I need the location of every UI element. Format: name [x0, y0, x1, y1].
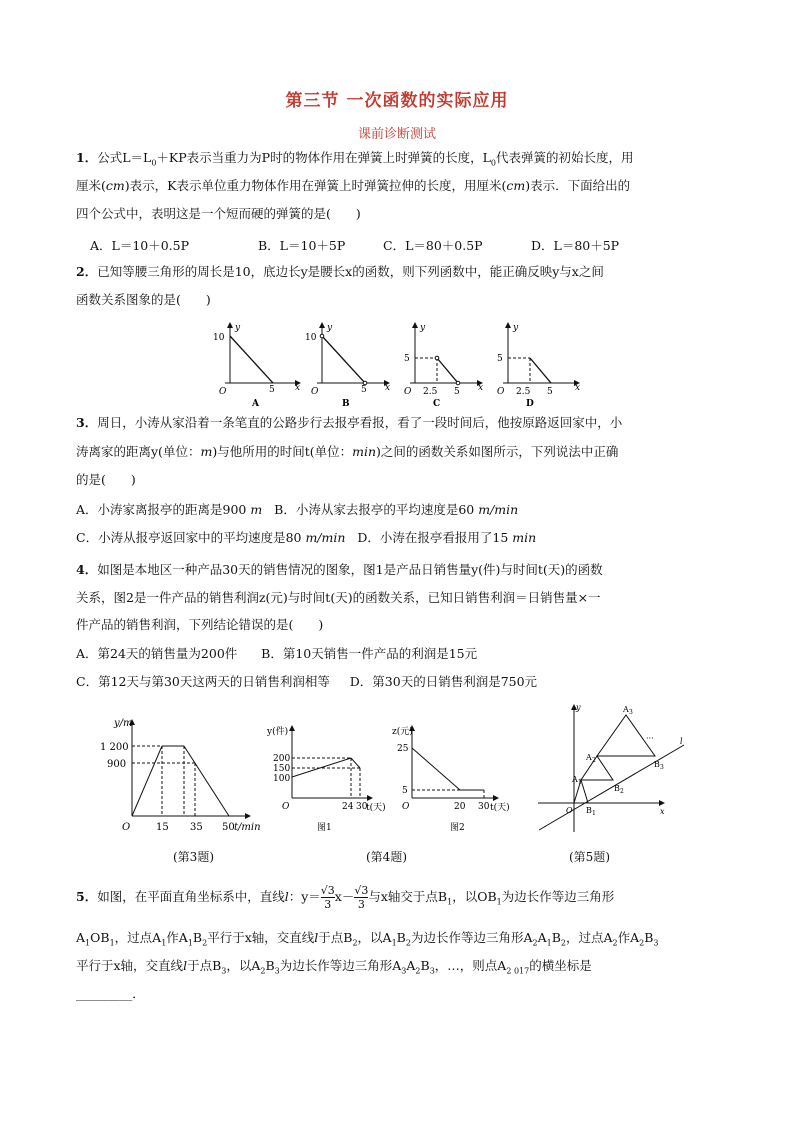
q5-line3: 平行于x轴，交直线l于点$B_3$，以$A_2B_3$为边长作等边三角形$A_3A_2B_3$，…，则点$A_{2 017}$的横坐标是 [76, 958, 592, 976]
svg-text:5: 5 [404, 354, 410, 364]
svg-text:B: B [654, 760, 660, 769]
svg-text:24: 24 [342, 802, 354, 812]
q3-options-ab [76, 496, 726, 524]
q3-option-a[interactable]: A．小涛家离报亭的距离是900 m [76, 502, 263, 517]
q5-line1: 5．如图，在平面直角坐标系中，直线l：y＝ $\frac{√3}{3}$ x－ $\frac{√3}{3}$ 与x轴交于点$B_1$，以$OB_1$为边长作等边三角形 [76, 884, 615, 911]
svg-text:O: O [311, 387, 319, 397]
svg-text:O: O [566, 806, 573, 815]
svg-text:5: 5 [402, 786, 408, 796]
q5-answer-blank[interactable]: _________． [76, 986, 145, 1001]
svg-text:B: B [614, 784, 620, 793]
fig5-caption: (第5题) [569, 850, 610, 864]
svg-text:100: 100 [273, 774, 291, 784]
svg-text:y: y [235, 323, 241, 333]
q4-line2: 关系，图2是一件产品的销售利润z(元)与时间t(天)的函数关系，已知日销售利润＝日销售量×一 [76, 590, 601, 605]
svg-text:3: 3 [629, 709, 633, 716]
svg-text:l: l [680, 737, 683, 746]
svg-text:2: 2 [592, 757, 596, 764]
q5-line2: $A_1OB_1$，过点$A_1$作$A_1B_2$平行于x轴，交直线l于点$B_2$，以$A_1B_2$为边长作等边三角形$A_2A_1B_2$，过点$A_2$作$A_2B_3$ [76, 930, 659, 948]
q1-option-a[interactable]: A．L＝10＋0.5P [90, 238, 190, 253]
q4-option-c[interactable]: C．第12天与第30天这两天的日销售利润相等 [76, 674, 330, 689]
q1-option-c[interactable]: C．L＝80＋0.5P [383, 238, 483, 253]
svg-text:y/m: y/m [114, 718, 133, 729]
q1-line2: 厘米(cm)表示，K表示单位重力物体作用在弹簧上时弹簧拉伸的长度，用厘米(cm)表示．下面给出的 [76, 178, 631, 193]
svg-text:y: y [513, 323, 519, 333]
svg-text:2.5: 2.5 [516, 387, 531, 397]
fig5-diagram [534, 700, 694, 840]
svg-text:图2: 图2 [450, 823, 465, 833]
svg-text:O: O [219, 387, 227, 397]
svg-text:3: 3 [660, 764, 664, 771]
q2-graphs [205, 318, 585, 408]
svg-text:t/min: t/min [234, 822, 261, 833]
q4-option-d[interactable]: D．第30天的日销售利润是750元 [349, 674, 538, 689]
svg-text:35: 35 [190, 822, 203, 833]
svg-text:D: D [526, 399, 534, 408]
svg-text:x: x [660, 807, 665, 816]
q4-options-cd [76, 668, 726, 696]
fig3-caption: (第3题) [173, 850, 214, 864]
svg-text:B: B [342, 399, 350, 408]
svg-text:150: 150 [273, 764, 291, 774]
svg-text:A: A [252, 399, 259, 408]
svg-text:15: 15 [156, 822, 169, 833]
fig4-charts [262, 718, 512, 838]
svg-text:C: C [433, 399, 441, 408]
page-title: 第三节 一次函数的实际应用 [285, 91, 509, 111]
svg-text:x: x [385, 383, 391, 393]
svg-text:O: O [122, 822, 131, 833]
svg-text:O: O [402, 802, 410, 812]
q1-option-d[interactable]: D．L＝80＋5P [531, 238, 620, 253]
q2-line2: 函数关系图象的是( ) [76, 292, 211, 307]
svg-text:30: 30 [356, 802, 368, 812]
svg-text:O: O [404, 387, 412, 397]
svg-text:x: x [478, 383, 484, 393]
svg-text:y: y [576, 703, 581, 712]
q1-line1: 1．公式$L=L_0+KP$表示当重力为P时的物体作用在弹簧上时弹簧的长度，$L_0$代表弹簧的初始长度，用 [76, 150, 634, 168]
svg-text:B: B [586, 806, 592, 815]
svg-text:30: 30 [478, 802, 490, 812]
svg-text:5: 5 [497, 354, 503, 364]
q3-option-c[interactable]: C．小涛从报亭返回家中的平均速度是80 m/min [76, 530, 346, 545]
q5-frac-1: $\frac{√3}{3}$ [320, 884, 335, 911]
q1-line3: 四个公式中，表明这是一个短而硬的弹簧的是( ) [76, 206, 361, 221]
svg-text:O: O [497, 387, 505, 397]
svg-text:10: 10 [213, 333, 225, 343]
svg-text:2: 2 [620, 788, 624, 795]
svg-text:50: 50 [222, 822, 235, 833]
fig3-chart [100, 712, 265, 837]
svg-text:图1: 图1 [317, 823, 332, 833]
q3-option-d[interactable]: D．小涛在报亭看报用了15 min [357, 530, 537, 545]
q3-options-cd [76, 524, 726, 552]
q3-line3: 的是( ) [76, 472, 136, 487]
q2-graph-a[interactable] [213, 323, 300, 408]
svg-text:25: 25 [397, 744, 409, 754]
svg-text:y(件): y(件) [267, 727, 289, 737]
svg-text:5: 5 [454, 387, 460, 397]
section-subtitle: 课前诊断测试 [357, 127, 436, 142]
q4-line3: 件产品的销售利润，下列结论错误的是( ) [76, 617, 324, 632]
q3-line2: 涛离家的距离y(单位：m)与他所用的时间t(单位：min)之间的函数关系如图所示，下列说法中正确 [76, 444, 619, 459]
svg-text:1 200: 1 200 [100, 742, 129, 753]
q4-options-ab [76, 640, 726, 668]
q1-option-b[interactable]: B．L＝10＋5P [258, 238, 346, 253]
q2-line1: 2．已知等腰三角形的周长是10，底边长y是腰长x的函数，则下列函数中，能正确反映y与x之间 [76, 264, 604, 279]
q2-graph-c[interactable] [404, 323, 483, 408]
svg-text:10: 10 [305, 333, 317, 343]
svg-text:t(天): t(天) [490, 803, 510, 813]
svg-text:y: y [420, 323, 426, 333]
svg-text:5: 5 [361, 385, 367, 395]
svg-text:A: A [572, 775, 578, 784]
q4-line1: 4．如图是本地区一种产品30天的销售情况的图象，图1是产品日销售量y(件)与时间t(天)的函数 [76, 562, 603, 577]
svg-text:2.5: 2.5 [423, 387, 438, 397]
svg-text:5: 5 [269, 385, 275, 395]
fig4-caption: (第4题) [366, 850, 407, 864]
svg-text:200: 200 [273, 754, 291, 764]
svg-text:1: 1 [592, 810, 596, 817]
svg-text:···: ··· [646, 734, 654, 743]
svg-text:A: A [586, 753, 592, 762]
q5-frac-2: $\frac{√3}{3}$ [354, 884, 369, 911]
svg-text:O: O [282, 802, 290, 812]
svg-text:z(元): z(元) [392, 727, 413, 737]
q4-option-a[interactable]: A．第24天的销售量为200件 [76, 646, 238, 661]
svg-text:20: 20 [454, 802, 466, 812]
q3-line1: 3．周日，小涛从家沿着一条笔直的公路步行去报亭看报，看了一段时间后，他按原路返回家中，小 [76, 415, 623, 430]
q3-option-b[interactable]: B．小涛从家去报亭的平均速度是60 m/min [274, 502, 519, 517]
svg-text:x: x [575, 383, 581, 393]
q2-graph-d[interactable] [497, 323, 580, 408]
q1-options [90, 236, 730, 254]
svg-text:y: y [327, 323, 333, 333]
svg-text:t(天): t(天) [366, 803, 386, 813]
svg-text:1: 1 [578, 779, 582, 786]
svg-text:900: 900 [107, 759, 127, 770]
q4-option-b[interactable]: B．第10天销售一件产品的利润是15元 [261, 646, 478, 661]
svg-text:5: 5 [547, 387, 553, 397]
svg-text:A: A [623, 705, 629, 714]
svg-text:x: x [295, 383, 301, 393]
q2-graph-b[interactable] [305, 323, 390, 408]
